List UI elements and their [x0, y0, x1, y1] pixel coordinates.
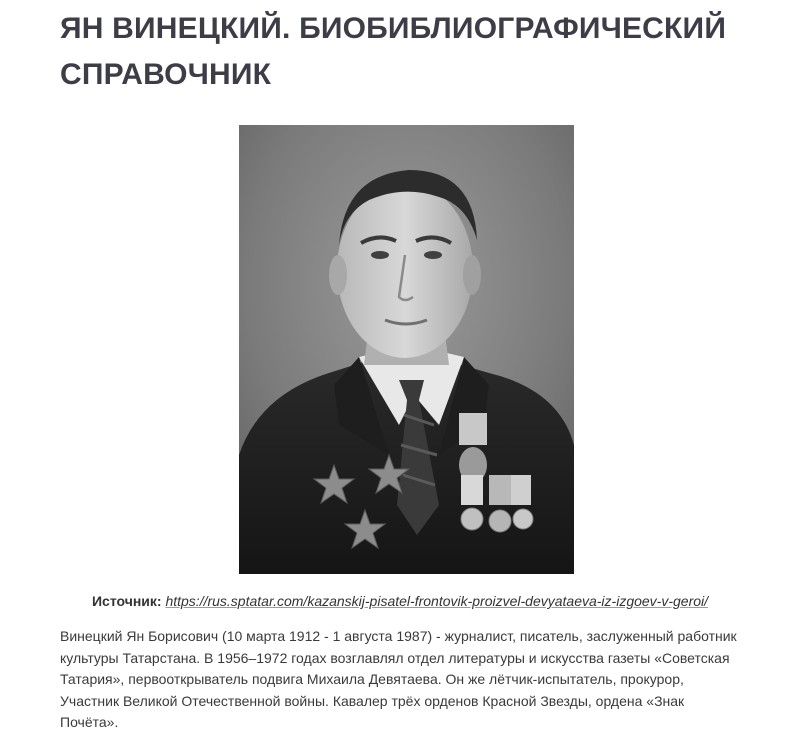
- bio-paragraph: Винецкий Ян Борисович (10 марта 1912 - 1 августа 1987) - журналист, писатель, заслуженный работник культуры Татарстана. В 1956–1972 годах возглавлял отдел литературы и искусства газеты «Советская Татария», первооткрыватель подвига Михаила Девятаева. Он же лётчик-испытатель, прокурор, Участник Великой Отечественной войны. Кавалер трёх орденов Красной Звезды, ордена «Знак Почёта».: [60, 628, 737, 730]
- portrait-photo: [239, 125, 574, 574]
- photo-caption: [0, 591, 800, 611]
- source-label: Источник:: [91, 593, 162, 609]
- page-title: ЯН ВИНЕЦКИЙ. БИОБИБЛИОГРАФИЧЕСКИЙ СПРАВОЧНИК: [60, 12, 727, 91]
- source-link[interactable]: https://rus.sptatar.com/kazanskij-pisatel-frontovik-proizvel-devyataeva-iz-izgoev-v-geroi/: [165, 593, 709, 609]
